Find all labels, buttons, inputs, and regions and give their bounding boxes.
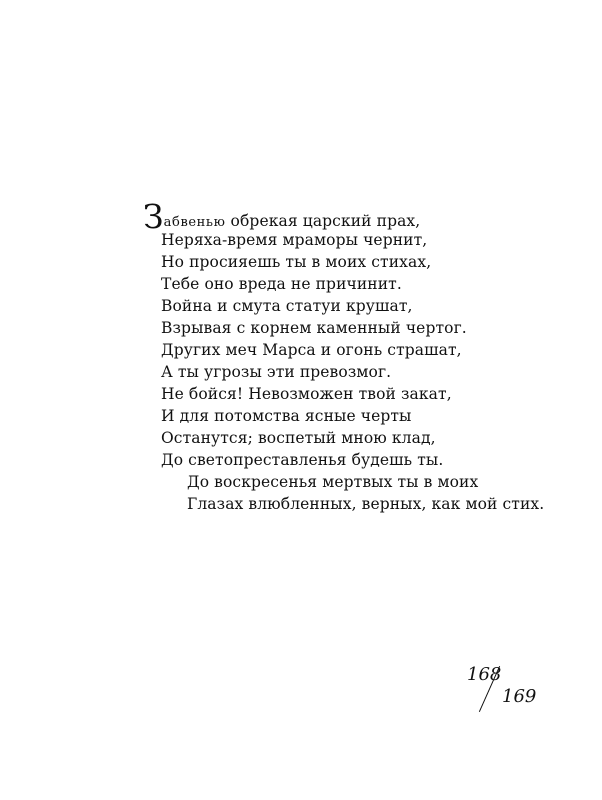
poem-line: Тебе оно вреда не причинит. bbox=[161, 275, 402, 293]
couplet-line: До воскресенья мертвых ты в моих bbox=[187, 473, 479, 491]
poem-line: До светопреставленья будешь ты. bbox=[161, 451, 444, 469]
couplet-line: Глазах влюбленных, верных, как мой стих. bbox=[187, 495, 545, 513]
right-page-number: 169 bbox=[502, 686, 537, 707]
poem-line-1 bbox=[143, 197, 421, 236]
poem-line: Останутся; воспетый мною клад, bbox=[161, 429, 436, 447]
drop-cap: З bbox=[143, 197, 164, 236]
poem-line: Но просияешь ты в моих стихах, bbox=[161, 253, 432, 271]
poem-line: А ты угрозы эти превозмог. bbox=[161, 363, 392, 381]
poem-line: Взрывая с корнем каменный чертог. bbox=[161, 319, 467, 337]
left-page-number: 168 bbox=[467, 664, 502, 685]
page-numbers bbox=[460, 662, 540, 714]
poem-line: Не бойся! Невозможен твой закат, bbox=[161, 385, 452, 403]
poem-line: Война и смута статуи крушат, bbox=[161, 297, 413, 315]
poem-line-1-rest: обрекая царский прах, bbox=[225, 212, 421, 230]
poem-line: Неряха-время мраморы чернит, bbox=[161, 231, 428, 249]
small-caps-word: абвенью bbox=[163, 215, 226, 230]
poem-line: Других меч Марса и огонь страшат, bbox=[161, 341, 462, 359]
poem-line: И для потомства ясные черты bbox=[161, 407, 412, 425]
